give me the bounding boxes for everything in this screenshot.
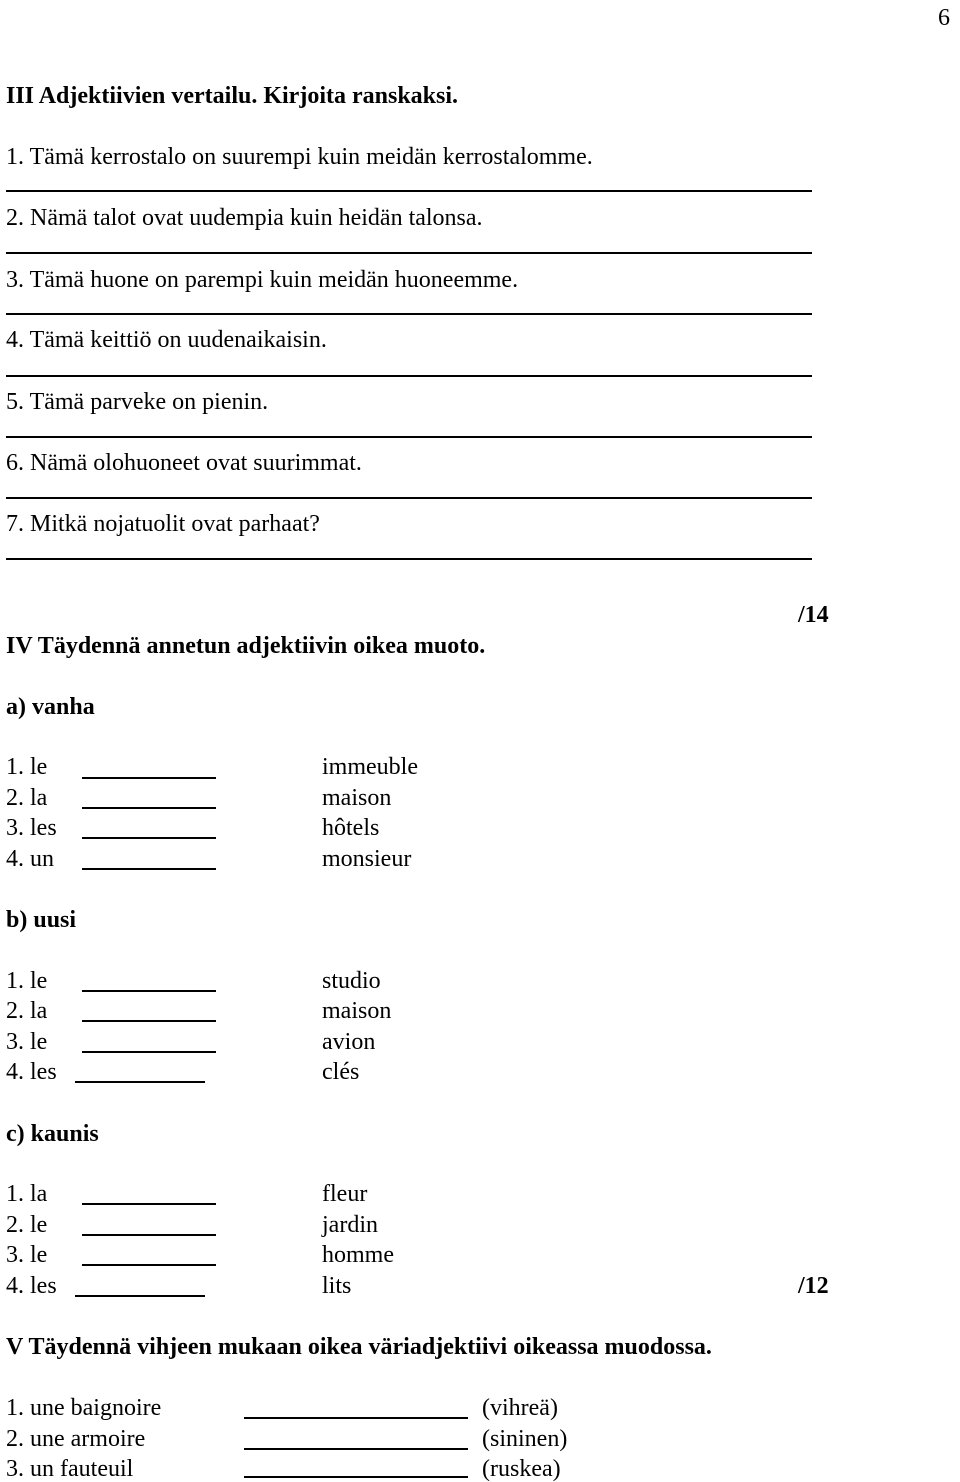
section-5-row-1-hint: (vihreä) [482,1395,558,1421]
section-5-row-2-blank[interactable] [244,1448,468,1450]
answer-line-4[interactable] [6,375,812,377]
group-b-label: b) uusi [6,907,77,933]
section-3-item-4: 4. Tämä keittiö on uudenaikaisin. [6,327,327,353]
group-b-row-2-noun: maison [322,998,392,1024]
group-a-row-2-prefix: 2. la [6,785,48,811]
group-a-row-2-noun: maison [322,785,392,811]
group-c-row-2-noun: jardin [322,1212,378,1238]
group-b-row-3-prefix: 3. le [6,1029,48,1055]
group-b-row-2-blank[interactable] [82,1020,216,1022]
group-c-row-4-blank[interactable] [75,1295,205,1297]
section-3-item-7: 7. Mitkä nojatuolit ovat parhaat? [6,511,320,537]
group-b-row-4-noun: clés [322,1059,360,1085]
answer-line-6[interactable] [6,497,812,499]
group-b-row-4-prefix: 4. les [6,1059,57,1085]
group-c-row-1-noun: fleur [322,1181,368,1207]
group-a-row-2-blank[interactable] [82,807,216,809]
section-3-item-3: 3. Tämä huone on parempi kuin meidän huoneemme. [6,267,519,293]
group-a-row-4-noun: monsieur [322,846,412,872]
group-b-row-4-blank[interactable] [75,1081,205,1083]
section-5-heading: V Täydennä vihjeen mukaan oikea väriadjektiivi oikeassa muodossa. [6,1334,712,1360]
group-a-row-4-blank[interactable] [82,868,216,870]
group-c-label: c) kaunis [6,1121,99,1147]
section-5-row-1-item: 1. une baignoire [6,1395,162,1421]
group-c-row-3-noun: homme [322,1242,394,1268]
group-a-row-1-blank[interactable] [82,777,216,779]
group-a-row-3-noun: hôtels [322,815,380,841]
section-3-item-6: 6. Nämä olohuoneet ovat suurimmat. [6,450,362,476]
group-a-row-4-prefix: 4. un [6,846,54,872]
answer-line-3[interactable] [6,313,812,315]
page-number: 6 [938,5,950,31]
section-5-row-1-blank[interactable] [244,1417,468,1419]
section-3-item-1: 1. Tämä kerrostalo on suurempi kuin meidän kerrostalomme. [6,144,593,170]
group-c-row-1-prefix: 1. la [6,1181,48,1207]
group-a-row-3-blank[interactable] [82,837,216,839]
section-5-row-3-item: 3. un fauteuil [6,1456,134,1482]
section-3-heading: III Adjektiivien vertailu. Kirjoita ranskaksi. [6,83,459,109]
answer-line-5[interactable] [6,436,812,438]
group-c-row-2-blank[interactable] [82,1234,216,1236]
group-c-row-4-noun: lits [322,1273,352,1299]
group-a-row-1-noun: immeuble [322,754,418,780]
section-4-score: /12 [798,1273,829,1299]
group-c-row-3-blank[interactable] [82,1264,216,1266]
group-c-row-4-prefix: 4. les [6,1273,57,1299]
section-3-item-5: 5. Tämä parveke on pienin. [6,389,269,415]
section-5-row-3-blank[interactable] [244,1476,468,1478]
group-b-row-3-blank[interactable] [82,1051,216,1053]
group-a-row-3-prefix: 3. les [6,815,57,841]
section-4-heading: IV Täydennä annetun adjektiivin oikea muoto. [6,633,486,659]
group-b-row-1-prefix: 1. le [6,968,48,994]
answer-line-7[interactable] [6,558,812,560]
group-c-row-3-prefix: 3. le [6,1242,48,1268]
group-b-row-3-noun: avion [322,1029,376,1055]
answer-line-1[interactable] [6,190,812,192]
group-b-row-2-prefix: 2. la [6,998,48,1024]
answer-line-2[interactable] [6,252,812,254]
section-5-row-2-item: 2. une armoire [6,1426,146,1452]
group-b-row-1-noun: studio [322,968,381,994]
group-c-row-1-blank[interactable] [82,1203,216,1205]
group-c-row-2-prefix: 2. le [6,1212,48,1238]
group-a-row-1-prefix: 1. le [6,754,48,780]
section-5-row-3-hint: (ruskea) [482,1456,561,1482]
group-b-row-1-blank[interactable] [82,990,216,992]
section-5-row-2-hint: (sininen) [482,1426,568,1452]
section-3-score: /14 [798,602,829,628]
section-3-item-2: 2. Nämä talot ovat uudempia kuin heidän talonsa. [6,205,483,231]
group-a-label: a) vanha [6,694,95,720]
